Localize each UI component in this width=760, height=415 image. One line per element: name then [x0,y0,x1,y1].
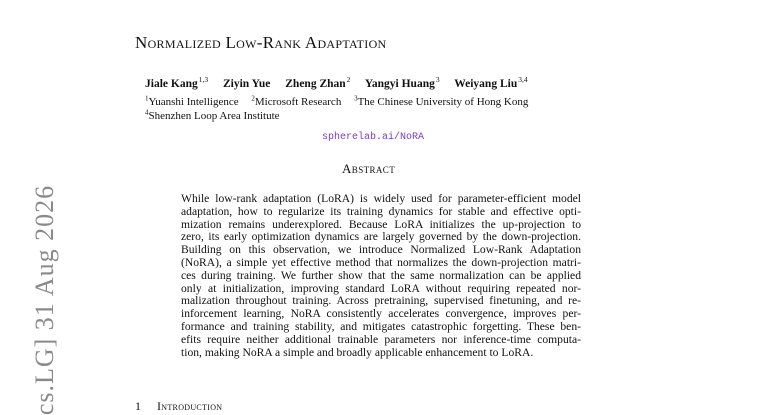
section-heading [135,399,222,414]
section-title: Introduction [157,399,223,413]
abstract-heading: Abstract [342,161,396,176]
affiliation-name: Microsoft Research [254,95,342,108]
project-link[interactable]: spherelab.ai/NoRA [322,132,425,143]
abstract-line: (NoRA), a simple yet effective method that normalizes the down-projection matri- [181,255,581,269]
affiliation-sup: 4 [145,108,149,116]
affiliation-name: Yuanshi Intelligence [148,95,239,108]
abstract-line: efits require neither additional trainable parameters nor inference-time computa- [181,332,581,346]
affiliation [251,96,341,108]
abstract-line: only at initialization, improving standard LoRA without requiring repeated nor- [181,281,581,295]
affiliation [145,96,239,108]
author-name: Ziyin Yue [222,77,271,90]
author-name: Yangyi Huang [364,77,435,90]
abstract-line: mization remains underexplored. Because LoRA initializes the up-projection to [181,217,581,231]
author-sup: 1,3 [198,75,209,84]
author-sup: 3 [435,75,440,84]
section-number: 1 [135,399,141,413]
abstract-line: tion, making NoRA a simple and broadly applicable enhancement to LoRA. [181,345,534,359]
abstract-line: While low-rank adaptation (LoRA) is widely used for parameter-efficient model [181,192,581,205]
affiliation [354,96,528,108]
author-sup: 2 [346,75,351,84]
abstract-line: formance and training stability, and mitigates catastrophic forgetting. These ben- [181,319,581,333]
author [145,75,209,90]
author [364,75,440,90]
arxiv-stamp: cs.LG] 31 Aug 2026 [30,184,59,415]
abstract-line: malization throughout training. Across pretraining, supervised finetuning, and re- [181,294,581,308]
author-name: Jiale Kang [145,77,198,90]
abstract-body [181,193,581,359]
affiliations-line-2 [145,108,290,122]
author-list [145,75,540,90]
affiliation-sup: 2 [251,94,255,102]
affiliation-name: Shenzhen Loop Area Institute [148,109,280,122]
paper-title: Normalized Low-Rank Adaptation [135,33,387,52]
abstract-line: adaptation, how to regularize its training dynamics for stable and effective opti- [181,204,581,218]
affiliation [145,110,280,122]
abstract-line: ces during training. We further show that the same normalization can be applied [181,268,581,282]
author-sup: 3,4 [518,75,528,84]
author [223,78,270,90]
author [285,75,351,90]
abstract-line: Building on this observation, we introduce Normalized Low-Rank Adaptation [181,243,581,257]
affiliation-sup: 1 [145,94,149,102]
affiliation-name: The Chinese University of Hong Kong [357,95,529,108]
abstract-line: inforcement learning, NoRA consistently accelerates convergence, improves per- [181,307,581,321]
affiliations-line-1 [145,94,538,108]
author-name: Zheng Zhan [285,77,346,90]
abstract-line: zero, its early optimization dynamics are largely governed by the down-projection. [181,230,581,244]
affiliation-sup: 3 [354,94,358,102]
author [454,75,528,90]
author-name: Weiyang Liu [454,77,518,90]
